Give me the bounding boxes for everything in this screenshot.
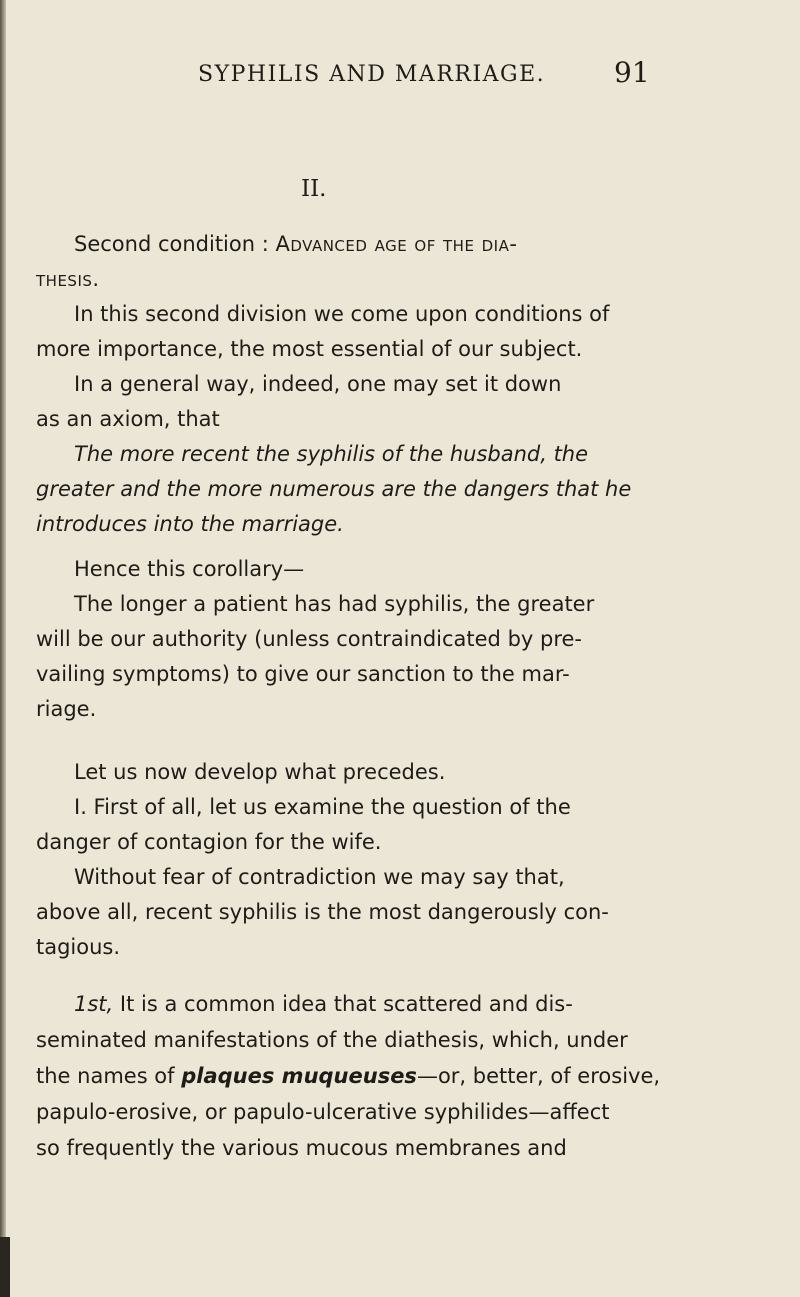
axiom-line: introduces into the marriage. <box>36 512 344 536</box>
page-header <box>0 56 800 102</box>
text-line: thesis. <box>36 267 100 291</box>
text-line: danger of contagion for the wife. <box>36 830 382 854</box>
french-term: plaques muqueuses <box>181 1064 417 1088</box>
text-line: I. First of all, let us examine the question of the <box>74 795 571 819</box>
text-line <box>36 1062 660 1090</box>
text-line <box>74 990 573 1018</box>
text-line: In this second division we come upon conditions of <box>74 302 610 326</box>
page-number: 91 <box>614 56 650 89</box>
text-line <box>74 230 517 258</box>
condition-label: Second condition : <box>74 232 269 256</box>
text-line: Let us now develop what precedes. <box>74 760 446 784</box>
text-segment: —or, better, of erosive, <box>416 1064 661 1088</box>
text-line: The longer a patient has had syphilis, the greater <box>74 592 595 616</box>
text-line: papulo-erosive, or papulo-ulcerative syphilides—affect <box>36 1100 610 1124</box>
page-gutter-shadow <box>0 0 6 1297</box>
text-line: seminated manifestations of the diathesis, which, under <box>36 1028 628 1052</box>
text-segment: the names of <box>36 1064 175 1088</box>
text-line: Hence this corollary— <box>74 557 305 581</box>
axiom-line: The more recent the syphilis of the husband, the <box>74 442 589 466</box>
text-segment: It is a common idea that scattered and dis- <box>119 992 573 1016</box>
axiom-line: greater and the more numerous are the dangers that he <box>36 477 632 501</box>
running-head: SYPHILIS AND MARRIAGE. <box>198 62 546 87</box>
text-line: so frequently the various mucous membranes and <box>36 1136 567 1160</box>
section-number: II. <box>301 176 327 202</box>
enumerator: 1st, <box>74 992 114 1016</box>
text-line: In a general way, indeed, one may set it down <box>74 372 562 396</box>
text-line: as an axiom, that <box>36 407 220 431</box>
text-line: more importance, the most essential of our subject. <box>36 337 583 361</box>
text-line: will be our authority (unless contraindicated by pre- <box>36 627 582 651</box>
text-line: riage. <box>36 697 97 721</box>
text-line: Without fear of contradiction we may say that, <box>74 865 565 889</box>
condition-title: Advanced age of the dia- <box>275 232 518 256</box>
text-line: vailing symptoms) to give our sanction to the mar- <box>36 662 570 686</box>
text-line: tagious. <box>36 935 121 959</box>
binding-edge-mark <box>0 1237 10 1297</box>
text-line: above all, recent syphilis is the most dangerously con- <box>36 900 609 924</box>
